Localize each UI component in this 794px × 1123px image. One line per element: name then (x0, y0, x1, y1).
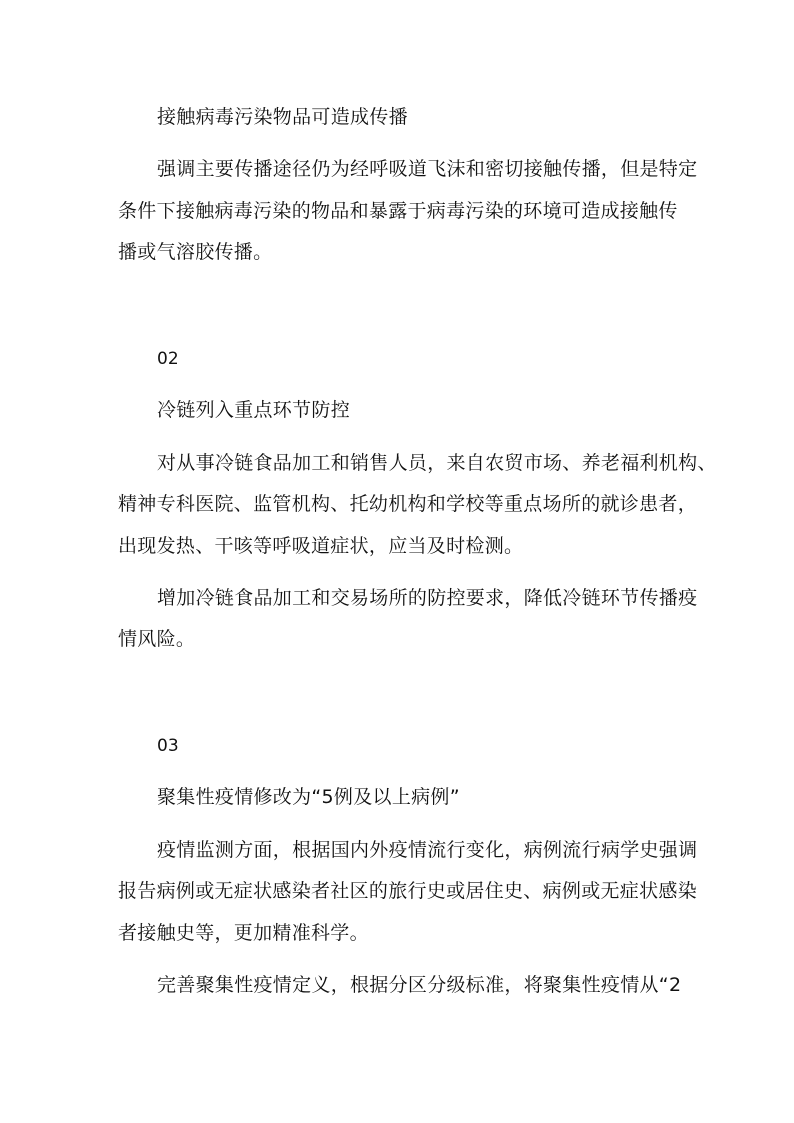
section-heading: 接触病毒污染物品可造成传播 (157, 106, 408, 128)
paragraph-line: 增加冷链食品加工和交易场所的防控要求，降低冷链环节传播疫 (157, 587, 698, 609)
section-number: 02 (157, 349, 179, 369)
paragraph-line: 完善聚集性疫情定义，根据分区分级标准，将聚集性疫情从“2 (157, 974, 682, 996)
paragraph-line: 者接触史等，更加精准科学。 (118, 922, 369, 944)
paragraph-line: 疫情监测方面，根据国内外疫情流行变化，病例流行病学史强调 (157, 839, 698, 861)
section-heading: 冷链列入重点环节防控 (157, 399, 351, 421)
paragraph-line: 播或气溶胶传播。 (118, 241, 273, 263)
section-number: 03 (157, 736, 179, 756)
paragraph-line: 精神专科医院、监管机构、托幼机构和学校等重点场所的就诊患者， (118, 493, 698, 515)
paragraph-line: 情风险。 (118, 628, 196, 650)
paragraph-line: 条件下接触病毒污染的物品和暴露于病毒污染的环境可造成接触传 (118, 200, 678, 222)
paragraph-line: 报告病例或无症状感染者社区的旅行史或居住史、病例或无症状感染 (118, 880, 698, 902)
section-heading: 聚集性疫情修改为“5例及以上病例” (157, 786, 460, 808)
paragraph-line: 出现发热、干咳等呼吸道症状，应当及时检测。 (118, 535, 524, 557)
paragraph-line: 对从事冷链食品加工和销售人员，来自农贸市场、养老福利机构、 (157, 452, 717, 474)
paragraph-line: 强调主要传播途径仍为经呼吸道飞沫和密切接触传播，但是特定 (157, 158, 698, 180)
